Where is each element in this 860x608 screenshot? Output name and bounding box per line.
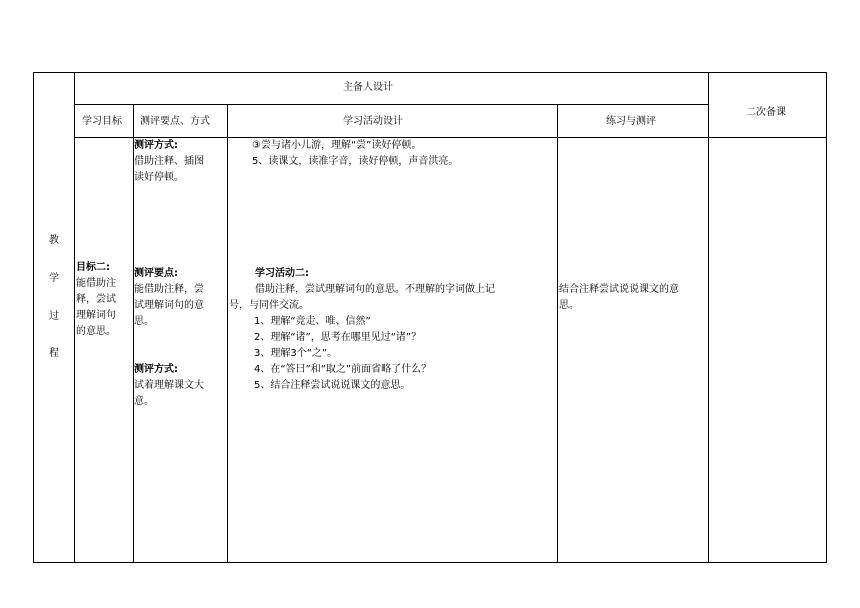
column-points: 测评要点、方式 — [140, 116, 210, 127]
points2-line-2: 试理解词句的意 — [134, 300, 204, 311]
side-label-4: 程 — [49, 348, 59, 359]
table-left-border — [33, 72, 34, 563]
goal2-line-4: 的意思。 — [76, 326, 116, 337]
method2-title: 测评方式: — [134, 364, 178, 375]
activity2-item-1: 1、理解“竞走、唯、信然” — [254, 316, 371, 327]
column-practice: 练习与测评 — [606, 116, 656, 127]
table-right-border — [826, 72, 827, 563]
side-divider — [74, 72, 75, 563]
header-divider — [74, 104, 708, 105]
column-goal: 学习目标 — [82, 116, 122, 127]
method1-line-1: 借助注释、插图 — [134, 156, 204, 167]
points-divider — [227, 104, 228, 563]
practice-divider — [708, 72, 709, 563]
activity2-item-4: 4、在“答曰”和“取之”前面省略了什么？ — [254, 364, 432, 375]
goal2-line-3: 理解词句 — [76, 310, 116, 321]
activity2-title: 学习活动二: — [255, 268, 309, 279]
side-label-1: 教 — [49, 235, 59, 246]
side-label-2: 学 — [49, 273, 59, 284]
activity2-intro-cont: 号，与同伴交流。 — [229, 300, 309, 311]
column-header-bottom — [74, 137, 827, 138]
points2-line-3: 思。 — [134, 316, 154, 327]
goal2-line-1: 能借助注 — [76, 278, 116, 289]
method1-title: 测评方式: — [134, 140, 178, 151]
goal2-title: 目标二: — [76, 262, 110, 273]
activity2-intro: 借助注释，尝试理解词句的意思。不理解的字词做上记 — [255, 284, 495, 295]
method2-line-2: 意。 — [134, 396, 154, 407]
side-label-3: 过 — [49, 311, 59, 322]
activity2-item-5: 5、结合注释尝试说说课文的意思。 — [254, 380, 411, 391]
goal2-line-2: 释，尝试 — [76, 294, 116, 305]
designer-header: 主备人设计 — [343, 82, 393, 93]
second-prep-header: 二次备课 — [746, 107, 786, 118]
points2-title: 测评要点: — [134, 268, 178, 279]
practice-line-2: 思。 — [559, 300, 579, 311]
practice-line-1: 结合注释尝试说说课文的意 — [559, 284, 679, 295]
points2-line-1: 能借助注释，尝 — [134, 284, 204, 295]
activity2-item-2: 2、理解“诸”，思考在哪里见过“诸”？ — [254, 332, 422, 343]
method1-line-2: 读好停顿。 — [134, 172, 184, 183]
activity-divider — [557, 104, 558, 563]
activity-top-line-1: ③尝与诸小儿游，理解“尝”读好停顿。 — [252, 140, 422, 151]
activity2-item-3: 3、理解3个“之”。 — [254, 348, 338, 359]
column-activity: 学习活动设计 — [343, 116, 403, 127]
method2-line-1: 试着理解课文大 — [134, 380, 204, 391]
activity-top-line-2: 5、读课文，读准字音，读好停顿，声音洪亮。 — [252, 156, 459, 167]
